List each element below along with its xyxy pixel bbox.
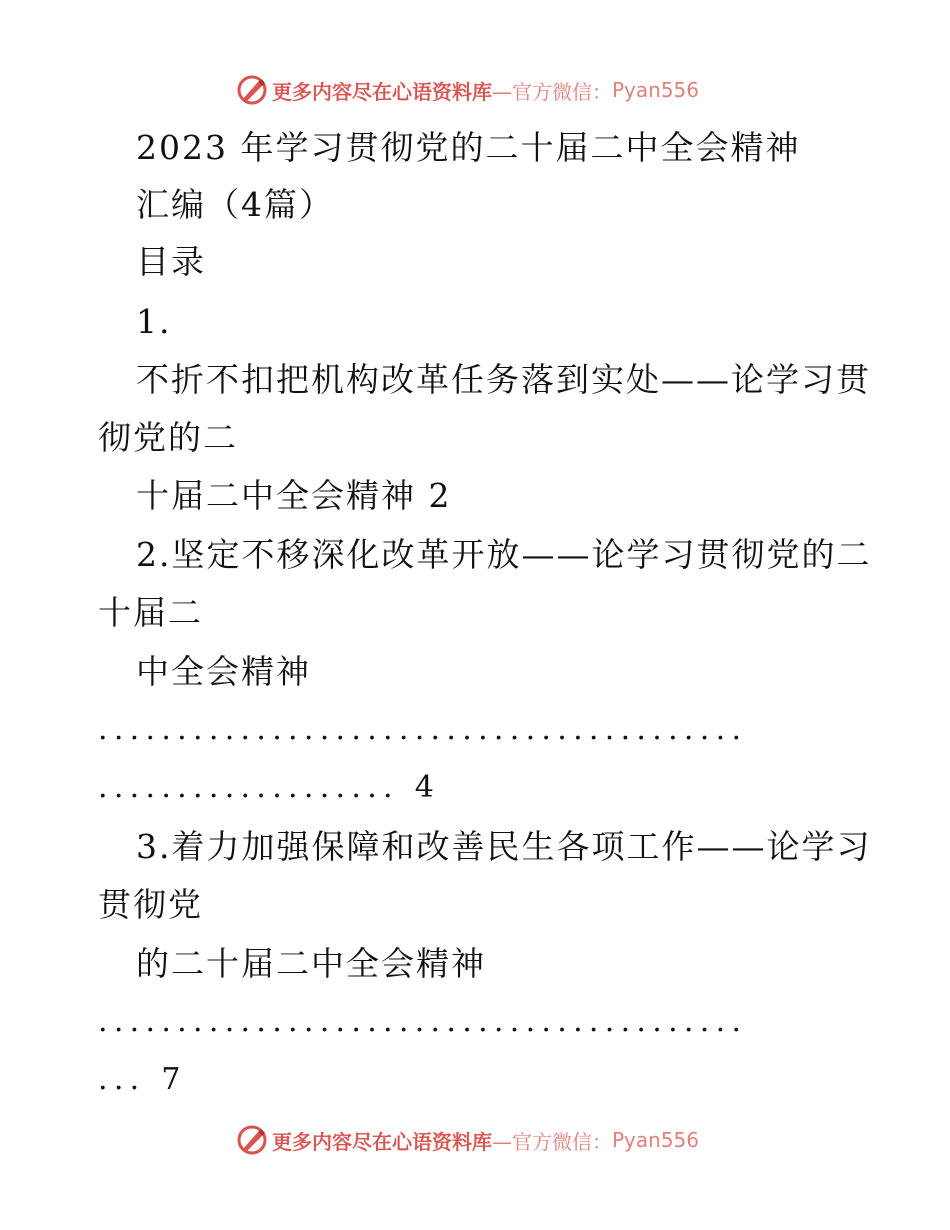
watermark-wechat-id: Pyan556	[612, 1128, 700, 1152]
toc-item-3-leader-dots: .........................................	[98, 1004, 748, 1039]
document-title-line-1: 2023 年学习贯彻党的二十届二中全会精神	[136, 128, 801, 167]
toc-item-3-page: ... 7	[98, 1062, 187, 1097]
toc-item-2-line: 中全会精神	[136, 652, 311, 691]
pen-logo-icon	[236, 1124, 268, 1156]
watermark-main-text: 更多内容尽在心语资料库	[272, 1129, 492, 1154]
toc-item-3-line: 贯彻党	[98, 885, 203, 924]
toc-item-1-line: 彻党的二	[98, 418, 238, 457]
watermark-separator-text: —官方微信：	[492, 1129, 612, 1154]
watermark-wechat-id: Pyan556	[612, 78, 700, 102]
toc-heading: 目录	[136, 242, 206, 281]
pen-logo-icon	[236, 74, 268, 106]
toc-item-2-page: ................... 4	[98, 770, 441, 805]
watermark-banner-top	[236, 72, 716, 108]
toc-item-1-line-page: 十届二中全会精神 2	[136, 476, 452, 515]
watermark-separator-text: —官方微信：	[492, 79, 612, 104]
toc-item-3-line: 的二十届二中全会精神	[136, 944, 486, 983]
toc-item-2-line: 2.坚定不移深化改革开放——论学习贯彻党的二	[136, 535, 872, 574]
watermark-main-text: 更多内容尽在心语资料库	[272, 79, 492, 104]
toc-item-3-line: 3.着力加强保障和改善民生各项工作——论学习	[136, 827, 872, 866]
watermark-banner-bottom	[236, 1122, 716, 1158]
toc-item-2-line: 十届二	[98, 593, 203, 632]
toc-item-2-leader-dots: .........................................	[98, 712, 748, 747]
toc-item-1-number: 1.	[136, 302, 172, 341]
toc-item-1-line: 不折不扣把机构改革任务落到实处——论学习贯	[136, 360, 871, 399]
document-title-line-2: 汇编（4篇）	[136, 185, 334, 224]
